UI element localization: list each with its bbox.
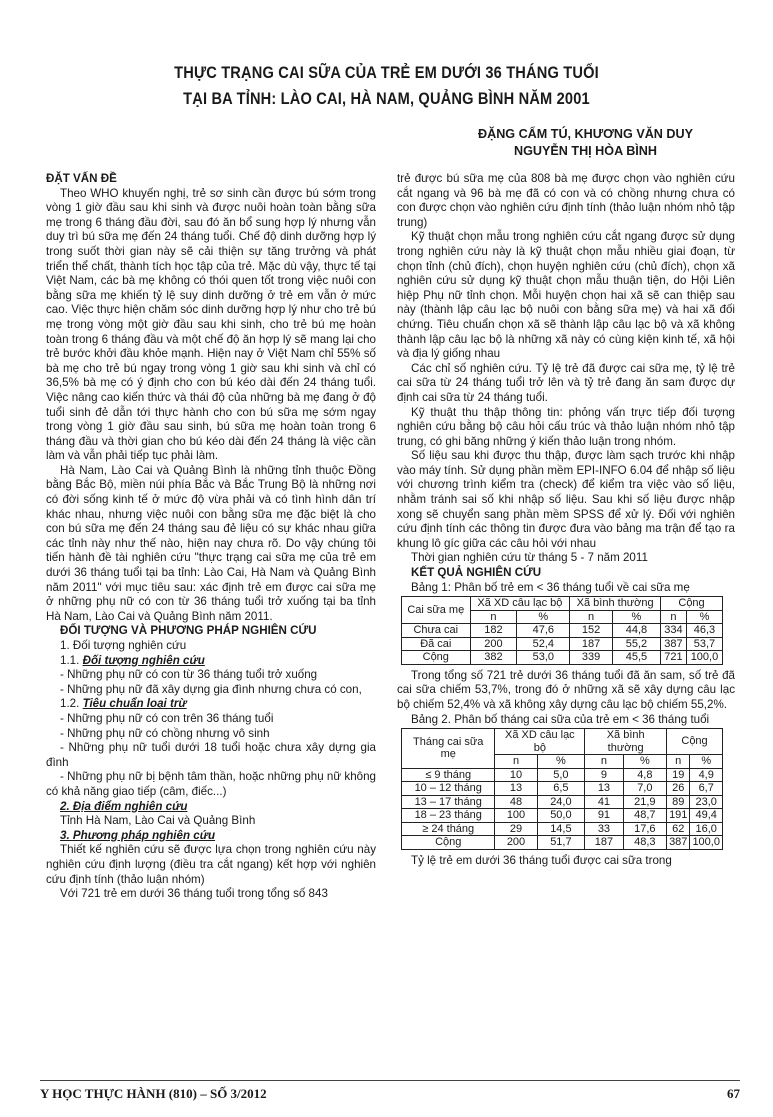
bullet-4: - Những phụ nữ có chồng nhưng vô sinh — [60, 726, 270, 740]
left-column — [46, 172, 376, 902]
table-cell: 26 — [667, 782, 690, 796]
table-row — [402, 651, 723, 665]
row-label: Đã cai — [402, 637, 471, 651]
methods-paragraph-1: Thiết kế nghiên cứu sẽ được lựa chọn trong nghiên cứu này nghiên cứu định lượng (điều tra cắt ngang) kết hợp với nghiên cứu định tính (thảo luận nhóm) — [46, 843, 376, 886]
table-cell: 16,0 — [690, 822, 723, 836]
table-2-header-col0: Tháng cai sữa mẹ — [402, 729, 495, 769]
table-1-sub-n: n — [661, 610, 687, 624]
table-cell: 334 — [661, 624, 687, 638]
table-cell: 47,6 — [517, 624, 570, 638]
table-2-header-col2: Xã bình thường — [585, 729, 667, 755]
table-1 — [401, 596, 723, 665]
sampling-paragraph: Kỹ thuật chọn mẫu trong nghiên cứu cắt ngang được sử dụng trong nghiên cứu này là kỹ thuật chọn mẫu nhiều giai đoạn, từ chọn tỉnh (chủ đích), chọn huyện nghiên cứu (chủ đích), chọn xã nghiên cứu sử dụng kỹ thuật chọn mẫu thuận tiện, do Hội Liên hiệp Phụ nữ tỉnh chọn. Mỗi huyện chọn hai xã sẽ can thiệp sau này (thành lập câu lạc bộ nuôi con bằng sữa mẹ) và hai xã đối chứng. Tiêu chuẩn chọn xã sẽ thành lập câu lạc bộ và xã không thành lập câu lạc bộ là những xã này có cùng kiện kinh tế, xã hội và địa lý giống nhau — [397, 230, 735, 361]
table-cell: 91 — [585, 809, 623, 823]
bullet-6: - Những phụ nữ bị bệnh tâm thần, hoặc những phụ nữ không có khả năng giao tiếp (câm, điếc...) — [46, 770, 376, 798]
table-cell: 45,5 — [612, 651, 660, 665]
authors — [478, 126, 693, 160]
table-2-sub-pct: % — [623, 755, 666, 769]
table-2-sub-n: n — [667, 755, 690, 769]
subheading-3 — [46, 829, 376, 844]
table-cell: 187 — [585, 836, 623, 850]
table-cell: 152 — [570, 624, 613, 638]
methods-paragraph-3: trẻ được bú sữa mẹ của 808 bà mẹ được chọn vào nghiên cứu cắt ngang và 96 bà mẹ đã có con và có chồng nhưng chưa có con được chọn vào nghiên cứu định tính (thảo luận nhóm nhỏ tập trung) — [397, 172, 735, 229]
table-cell: 10 — [495, 768, 537, 782]
table-cell: 4,8 — [623, 768, 666, 782]
table-cell: 21,9 — [623, 795, 666, 809]
data-collection-paragraph: Kỹ thuật thu thập thông tin: phỏng vấn trực tiếp đối tượng nghiên cứu bằng bộ câu hỏi cấu trúc và thảo luận nhóm nhỏ tập trung, có ghi băng những ý kiến thảo luận trong nhóm. — [397, 405, 735, 448]
table-cell: 182 — [470, 624, 517, 638]
intro-paragraph-2: Hà Nam, Lào Cai và Quảng Bình là những tỉnh thuộc Đồng bằng Bắc Bộ, miền núi phía Bắc và Bắc Trung Bộ là những nơi có đời sống kinh tế ở mức độ vừa phải và có tình hình dân trí khác nhau, nhưng việc nuôi con bằng sữa mẹ đặc biệt là cho con bú sữa mẹ đến 24 tháng sau đẻ liệu có sự khác nhau giữa các tỉnh này như thế nào, hiện nay chưa rõ. Do vậy chúng tôi tiến hành đề tài nghiên cứu "thực trạng cai sữa mẹ của trẻ em dưới 36 tháng tuổi tại ba tỉnh: Lào Cai, Hà Nam và Quảng Bình năm 2011" với mục tiêu sau: xác định trẻ em được cai sữa mẹ ở những phụ nữ có con từ 36 tháng tuổi trở xuống tại ba tỉnh Hà Nam, Lào Cai và Quảng Bình năm 2011. — [46, 463, 376, 623]
bullet-1: - Những phụ nữ có con từ 36 tháng tuổi trở xuống — [60, 668, 318, 682]
table-cell: 49,4 — [690, 809, 723, 823]
table-cell: 41 — [585, 795, 623, 809]
table-cell: 200 — [495, 836, 537, 850]
table-row — [402, 822, 723, 836]
title-line-2: TẠI BA TỈNH: LÀO CAI, HÀ NAM, QUẢNG BÌNH NĂM 2001 — [183, 89, 590, 108]
table-cell: 24,0 — [537, 795, 585, 809]
table-2-sub-n: n — [495, 755, 537, 769]
subheading-1-2-number: 1.2. — [60, 697, 80, 711]
subheading-1: 1. Đối tượng nghiên cứu — [60, 639, 187, 652]
subheading-1-1-text: Đối tượng nghiên cứu — [82, 653, 205, 667]
table-2-sub-pct: % — [690, 755, 723, 769]
table-1-header-col3: Cộng — [661, 597, 723, 611]
row-label: 10 – 12 tháng — [402, 782, 495, 796]
results-paragraph-2: Tỷ lệ trẻ em dưới 36 tháng tuổi được cai sữa trong — [411, 853, 672, 867]
data-processing-paragraph: Số liệu sau khi được thu thập, được làm sạch trước khi nhập vào máy tính. Sử dụng phần mềm EPI-INFO 6.04 để nhập số liệu với chương trình kiểm tra (check) để kiểm tra việc vào số liệu, nhằm tránh sai số khi nhập số liệu. Sau khi số liệu được nhập xong sẽ chuyển sang phần mềm SPSS để xử lý. Đối với nghiên cứu định tính các thông tin được đưa vào bảng ma trận để tạo ra khung lô gíc giữa các câu hỏi với nhau — [397, 449, 735, 550]
table-cell: 4,9 — [690, 768, 723, 782]
study-period: Thời gian nghiên cứu từ tháng 5 - 7 năm 2011 — [411, 551, 648, 565]
authors-line-1: ĐẶNG CẨM TÚ, KHƯƠNG VĂN DUY — [478, 127, 693, 141]
table-cell: 191 — [667, 809, 690, 823]
page-number: 67 — [727, 1086, 740, 1101]
table-1-body — [402, 624, 723, 665]
table-2 — [401, 728, 723, 850]
table-row — [402, 624, 723, 638]
table-row — [402, 809, 723, 823]
table-1-caption: Bảng 1: Phân bố trẻ em < 36 tháng tuổi về cai sữa mẹ — [411, 580, 690, 594]
subheading-1-2 — [46, 697, 376, 712]
indicators-paragraph: Các chỉ số nghiên cứu. Tỷ lệ trẻ đã được cai sữa mẹ, tỷ lệ trẻ cai sữa từ 24 tháng tuổi trở lên và tỷ trẻ đang ăn sam được dự định cai sữa từ 24 tháng tuổi. — [397, 361, 735, 404]
table-cell: 9 — [585, 768, 623, 782]
table-2-body — [402, 768, 723, 849]
table-1-sub-pct: % — [612, 610, 660, 624]
title-line-1: THỰC TRẠNG CAI SỮA CỦA TRẺ EM DƯỚI 36 THÁNG TUỔI — [174, 63, 599, 82]
row-label: 13 – 17 tháng — [402, 795, 495, 809]
heading-methods: ĐỐI TƯỢNG VÀ PHƯƠNG PHÁP NGHIÊN CỨU — [60, 624, 317, 638]
table-cell: 187 — [570, 637, 613, 651]
results-paragraph-1: Trong tổng số 721 trẻ dưới 36 tháng tuổi đã ăn sam, số trẻ đã cai sữa chiếm 53,7%, trong đó ở những xã sẽ xây dựng câu lạc bộ chiếm 52,4% và xã không xây dựng câu lạc bộ chiếm 55,2%. — [397, 668, 735, 711]
intro-paragraph-1: Theo WHO khuyến nghị, trẻ sơ sinh cần được bú sớm trong vòng 1 giờ đầu sau khi sinh và được nuôi hoàn toàn bằng sữa mẹ trong 6 tháng đầu đời, sau đó ăn bổ sung hợp lý nhưng vẫn duy trì bú sữa mẹ đến 24 tháng tuổi. Chế độ dinh dưỡng hợp lý trong suốt thời gian này sẽ cải thiện sự tăng trưởng và phát triển thể chất, thành tích học tập của trẻ. Mặc dù vậy, thực tế tại Việt Nam, các bà mẹ không có thói quen tốt trong việc nuôi con bằng sữa mẹ khiến tỷ lệ suy dinh dưỡng ở trẻ em vẫn ở mức cao. Việc thực hiện chăm sóc dinh dưỡng hợp lý như cho trẻ bú mẹ trong vòng một giờ đầu sau khi sinh, cho trẻ bú mẹ hoàn toàn trong 6 tháng đầu và một chế độ ăn hợp lý sẽ mang lại cho trẻ bước khởi đầu khỏe mạnh. Hiện nay ở Việt Nam chỉ 55% số bà mẹ cho trẻ bú ngay trong vòng 1 giờ sau khi sinh và chỉ có 36,5% bà mẹ có ý định cho con bú kéo dài đến 24 tháng tuổi. Việc nâng cao kiến thức và thái độ của những bà mẹ đang ở độ tuổi sinh đẻ dẫn tới thực hành cho con bú sữa mẹ sớm ngay trong vòng 1 giờ đầu sau sinh, bú sữa mẹ hoàn toàn trong 6 tháng đầu và thời gian cho bú kéo dài đến 24 tháng là việc cần làm và vẫn phải tiếp tục phải làm. — [46, 186, 376, 463]
journal-name: Y HỌC THỰC HÀNH (810) – SỐ 3/2012 — [40, 1086, 267, 1101]
subheading-3-text: 3. Phương pháp nghiên cứu — [60, 828, 216, 842]
table-2-header-col3: Cộng — [667, 729, 723, 755]
table-cell: 51,7 — [537, 836, 585, 850]
table-1-header-col2: Xã bình thường — [570, 597, 661, 611]
row-label: ≤ 9 tháng — [402, 768, 495, 782]
heading-introduction: ĐẶT VẤN ĐỀ — [46, 172, 117, 185]
table-cell: 29 — [495, 822, 537, 836]
row-label: Chưa cai — [402, 624, 471, 638]
table-2-header-col1: Xã XD câu lạc bộ — [495, 729, 585, 755]
table-cell: 382 — [470, 651, 517, 665]
table-cell: 387 — [667, 836, 690, 850]
table-cell: 48 — [495, 795, 537, 809]
table-cell: 13 — [495, 782, 537, 796]
right-column — [397, 172, 735, 868]
subheading-1-1-number: 1.1. — [60, 653, 80, 667]
table-cell: 13 — [585, 782, 623, 796]
bullet-2: - Những phụ nữ đã xây dựng gia đình nhưng chưa có con, — [60, 682, 362, 696]
table-cell: 19 — [667, 768, 690, 782]
table-1-sub-n: n — [570, 610, 613, 624]
subheading-2 — [46, 800, 376, 815]
subheading-1-2-text: Tiêu chuẩn loại trừ — [82, 697, 187, 711]
bullet-5: - Những phụ nữ tuổi dưới 18 tuổi hoặc chưa xây dựng gia đình — [46, 741, 376, 769]
table-cell: 721 — [661, 651, 687, 665]
table-cell: 17,6 — [623, 822, 666, 836]
table-row — [402, 782, 723, 796]
table-1-sub-pct: % — [517, 610, 570, 624]
table-cell: 339 — [570, 651, 613, 665]
table-cell: 50,0 — [537, 809, 585, 823]
table-cell: 7,0 — [623, 782, 666, 796]
table-cell: 100,0 — [686, 651, 722, 665]
table-cell: 89 — [667, 795, 690, 809]
study-location: Tỉnh Hà Nam, Lào Cai và Quảng Bình — [60, 814, 256, 828]
table-row — [402, 795, 723, 809]
table-cell: 5,0 — [537, 768, 585, 782]
authors-line-2: NGUYỄN THỊ HÒA BÌNH — [514, 144, 657, 158]
table-cell: 6,7 — [690, 782, 723, 796]
table-2-caption: Bảng 2. Phân bố tháng cai sữa của trẻ em < 36 tháng tuổi — [411, 712, 710, 726]
table-1-sub-pct: % — [686, 610, 722, 624]
table-row — [402, 637, 723, 651]
table-2-sub-n: n — [585, 755, 623, 769]
table-cell: 46,3 — [686, 624, 722, 638]
row-label: Cộng — [402, 836, 495, 850]
table-cell: 100,0 — [690, 836, 723, 850]
table-cell: 387 — [661, 637, 687, 651]
methods-paragraph-2: Với 721 trẻ em dưới 36 tháng tuổi trong tổng số 843 — [60, 887, 328, 901]
table-2-sub-pct: % — [537, 755, 585, 769]
row-label: 18 – 23 tháng — [402, 809, 495, 823]
table-1-header-col0: Cai sữa mẹ — [402, 597, 471, 624]
table-row — [402, 768, 723, 782]
table-1-header-col1: Xã XD câu lạc bộ — [470, 597, 570, 611]
table-row — [402, 836, 723, 850]
table-cell: 48,7 — [623, 809, 666, 823]
table-cell: 23,0 — [690, 795, 723, 809]
subheading-2-text: 2. Địa điểm nghiên cứu — [60, 799, 188, 813]
table-cell: 33 — [585, 822, 623, 836]
table-cell: 53,7 — [686, 637, 722, 651]
table-cell: 14,5 — [537, 822, 585, 836]
table-cell: 52,4 — [517, 637, 570, 651]
table-1-sub-n: n — [470, 610, 517, 624]
row-label: Cộng — [402, 651, 471, 665]
bullet-3: - Những phụ nữ có con trên 36 tháng tuổi — [60, 711, 274, 725]
subheading-1-1 — [46, 654, 376, 669]
row-label: ≥ 24 tháng — [402, 822, 495, 836]
table-cell: 100 — [495, 809, 537, 823]
table-cell: 200 — [470, 637, 517, 651]
table-cell: 53,0 — [517, 651, 570, 665]
page-footer — [40, 1080, 740, 1105]
heading-results: KẾT QUẢ NGHIÊN CỨU — [411, 566, 542, 580]
table-cell: 44,8 — [612, 624, 660, 638]
table-cell: 55,2 — [612, 637, 660, 651]
table-cell: 6,5 — [537, 782, 585, 796]
table-cell: 48,3 — [623, 836, 666, 850]
table-cell: 62 — [667, 822, 690, 836]
paper-title — [54, 60, 719, 112]
